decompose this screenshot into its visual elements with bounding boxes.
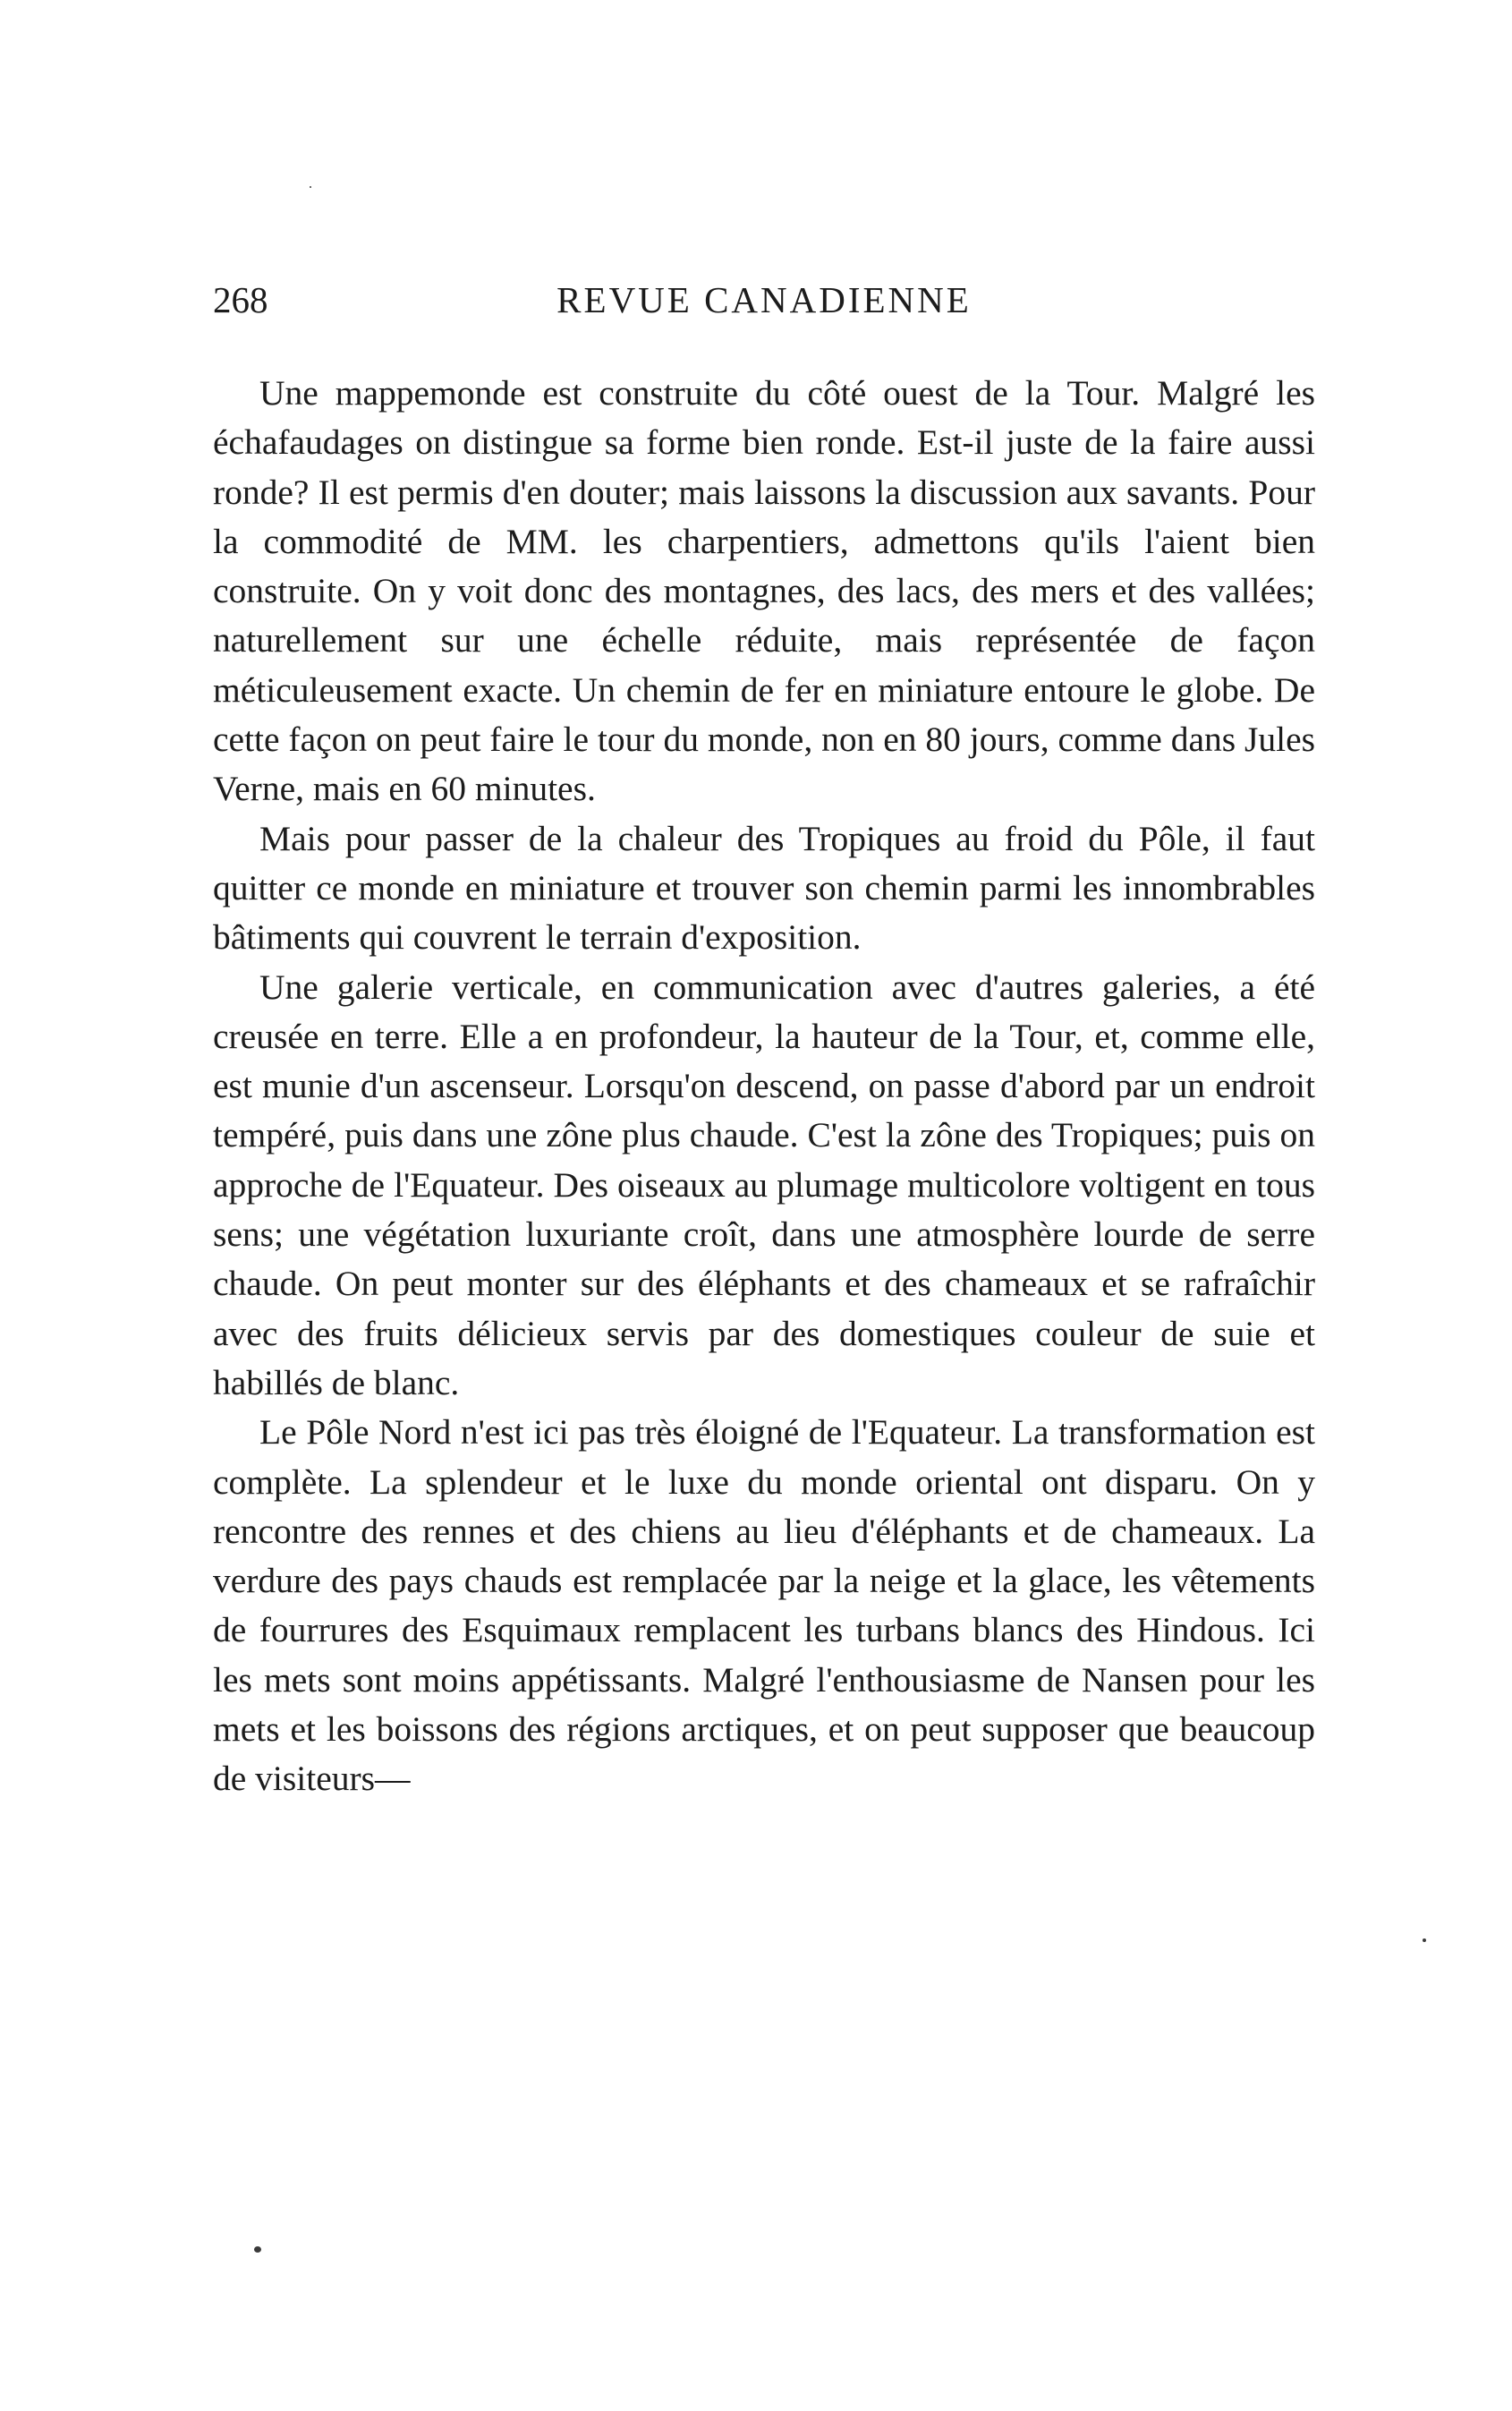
journal-title: REVUE CANADIENNE bbox=[556, 279, 972, 320]
paragraph-vertical-gallery: Une galerie verticale, en communication avec d'autres galeries, a été creusée en terre. Elle a en profondeur, la hauteur de la Tour, et, comme elle, est munie d'un ascenseur. Lorsqu'on descend, on passe d'abord par un endroit tempéré, puis dans une zône plus chaude. C'est la zône des Tropiques; puis on approche de l'Equateur. Des oiseaux au plumage multicolore voltigent en tous sens; une végétation luxuriante croît, dans une atmosphère lourde de serre chaude. On peut monter sur des éléphants et des chameaux et se rafraîchir avec des fruits délicieux servis par des domestiques couleur de suie et habillés de blanc. bbox=[213, 967, 1315, 1402]
running-head bbox=[213, 268, 1315, 331]
paragraph-north-pole: Le Pôle Nord n'est ici pas très éloigné de l'Equateur. La transformation est complète. La splendeur et le luxe du monde oriental ont disparu. On y rencontre des rennes et des chiens au lieu d'éléphants et de chameaux. La verdure des pays chauds est remplacée par la neige et la glace, les vêtements de fourrures des Esquimaux remplacent les turbans blancs des Hindous. Ici les mets sont moins appétissants. Malgré l'enthousiasme de Nansen pour les mets et les boissons des régions arctiques, et on peut supposer que beaucoup de visiteurs— bbox=[213, 1412, 1315, 1799]
scan-speck bbox=[254, 2246, 261, 2253]
paragraph-tropics-to-pole: Mais pour passer de la chaleur des Tropiques au froid du Pôle, il faut quitter ce monde en miniature et trouver son chemin parmi les innombrables bâtiments qui couvrent le terrain d'exposition. bbox=[213, 818, 1315, 958]
page-number: 268 bbox=[213, 279, 268, 320]
article-body bbox=[213, 369, 1315, 1804]
scan-speck bbox=[310, 186, 311, 188]
paragraph-globe: Une mappemonde est construite du côté ouest de la Tour. Malgré les échafaudages on distingue sa forme bien ronde. Est-il juste de la faire aussi ronde? Il est permis d'en douter; mais laissons la discussion aux savants. Pour la commodité de MM. les charpentiers, admettons qu'ils l'aient bien construite. On y voit donc des montagnes, des lacs, des mers et des vallées; naturellement sur une échelle réduite, mais représentée de façon méticuleusement exacte. Un chemin de fer en miniature entoure le globe. De cette façon on peut faire le tour du monde, non en 80 jours, comme dans Jules Verne, mais en 60 minutes. bbox=[213, 373, 1315, 809]
scan-speck bbox=[1423, 1938, 1426, 1942]
